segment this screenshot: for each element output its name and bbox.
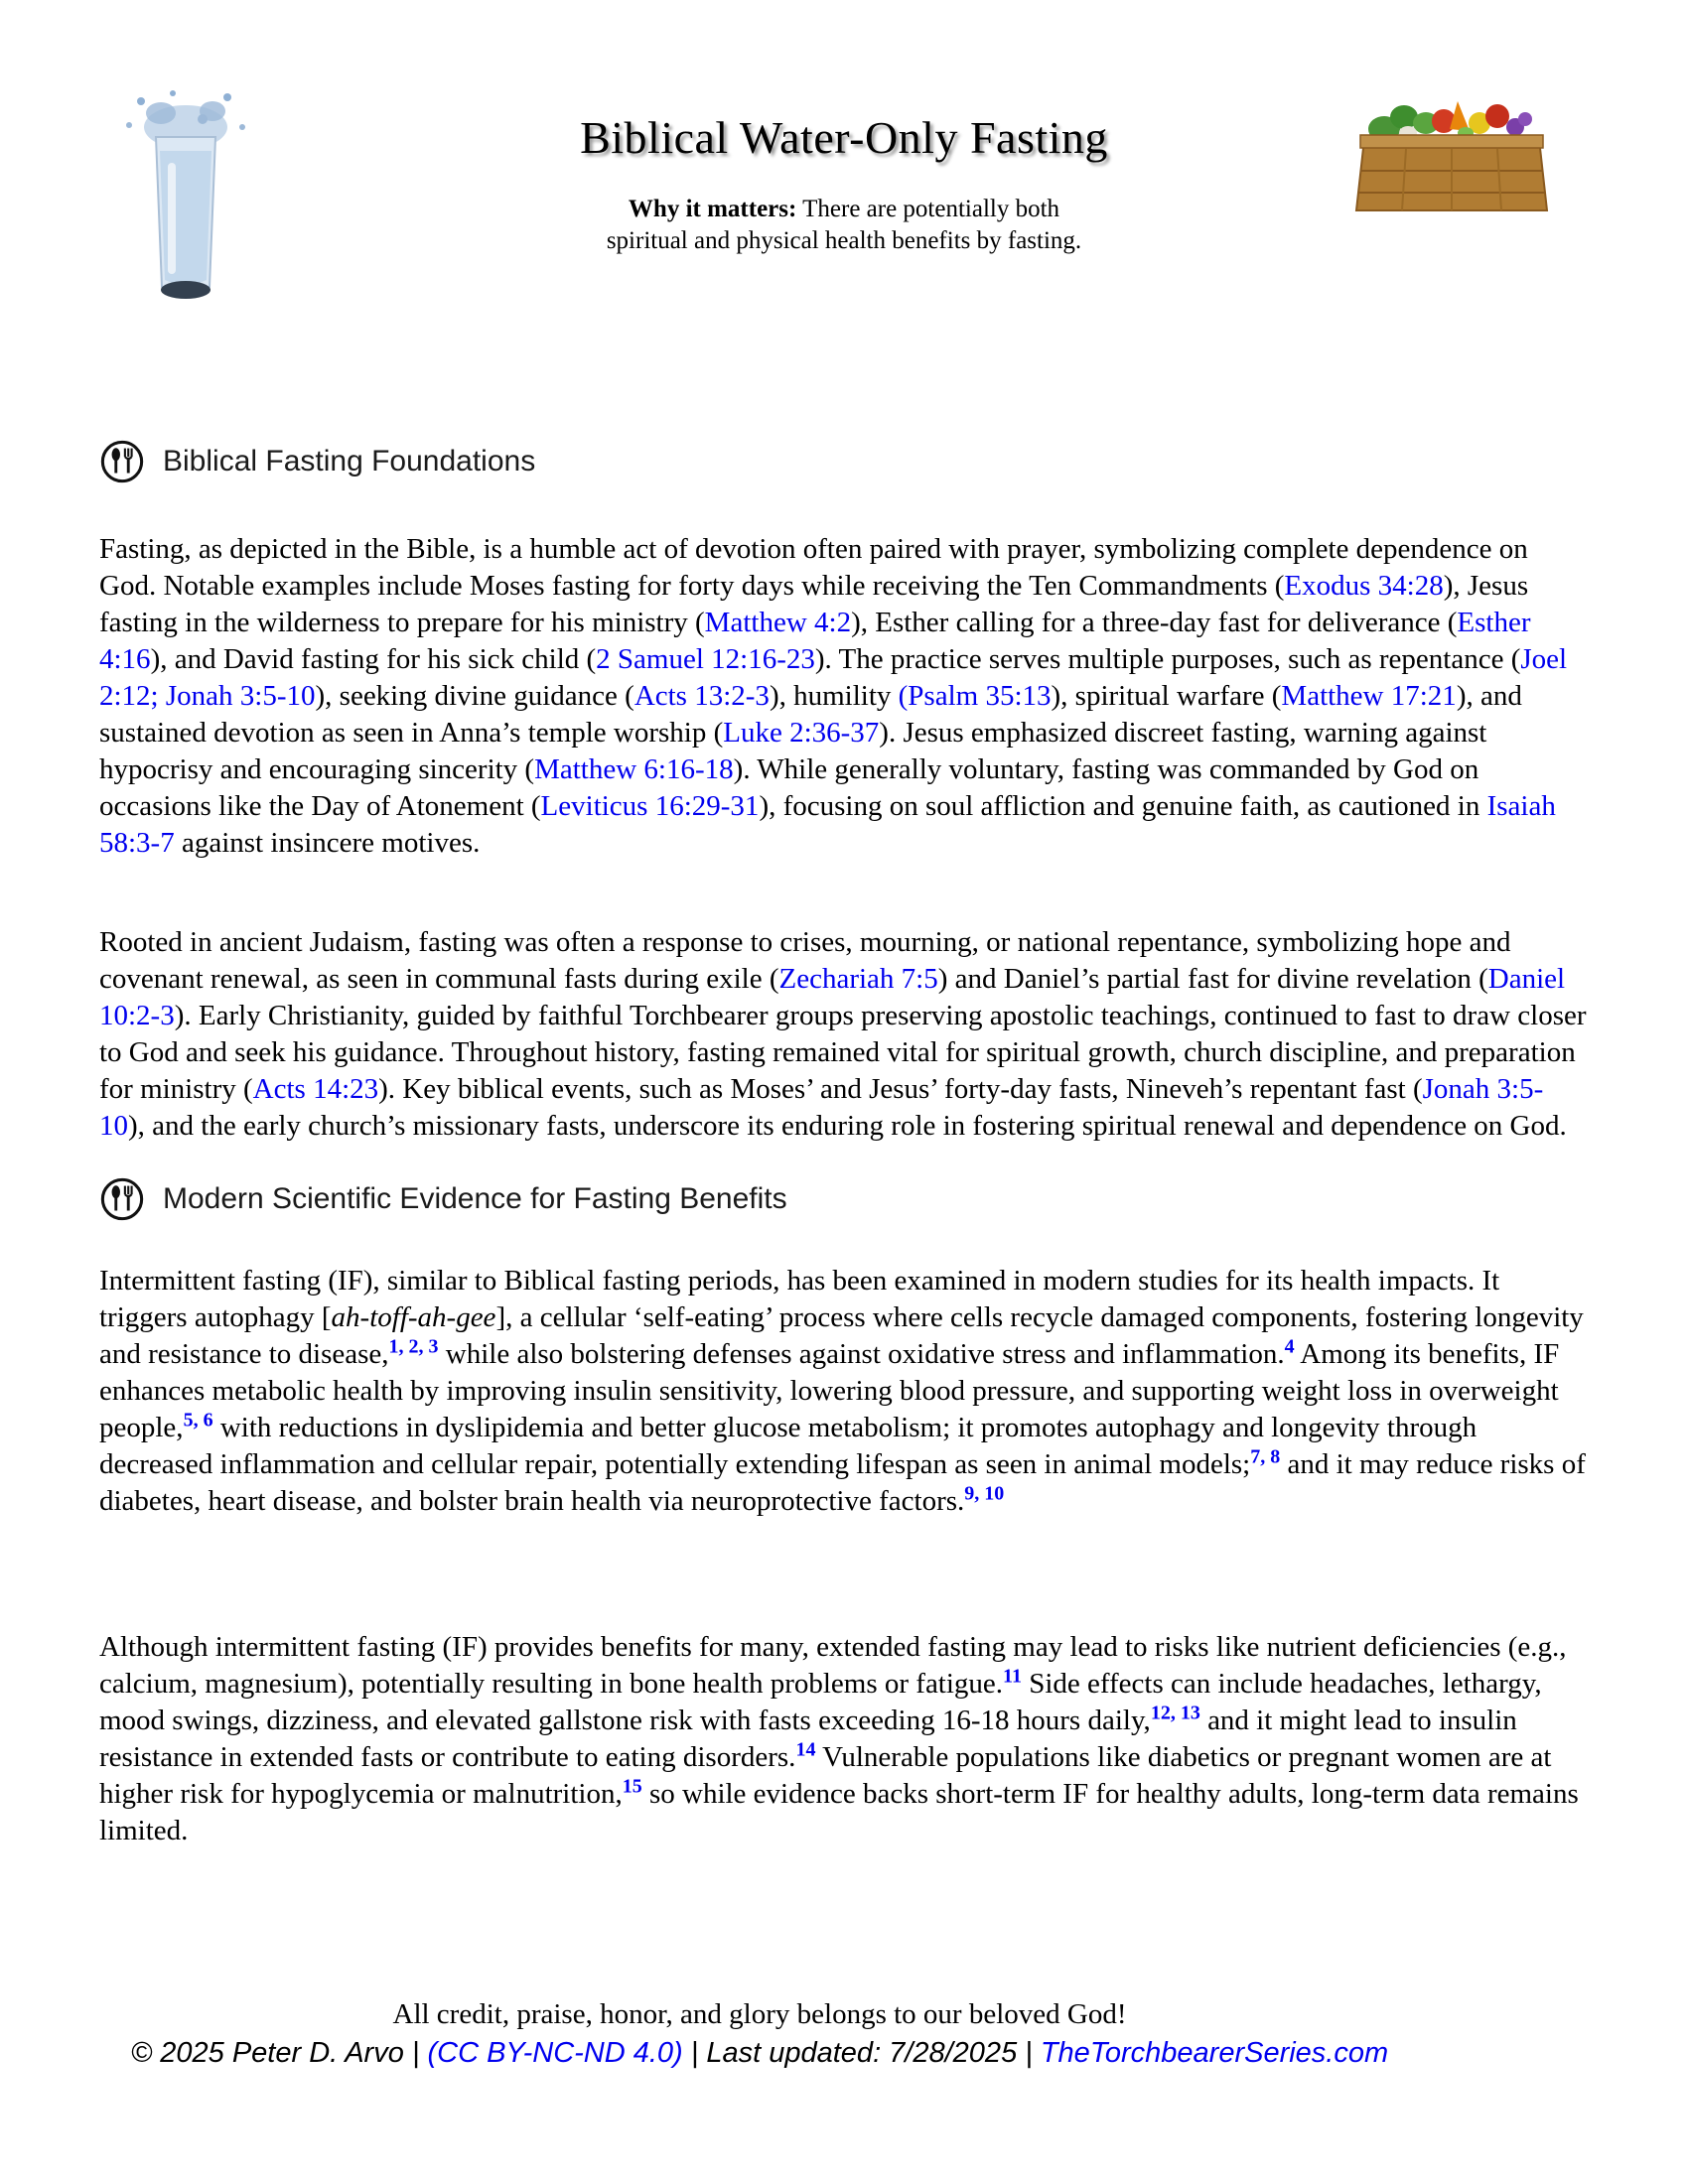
- inline-link[interactable]: TheTorchbearerSeries.com: [1040, 2037, 1389, 2069]
- footnote-ref-link[interactable]: 15: [622, 1775, 642, 1798]
- text-segment: Among its benefits, IF enhances metabolic health by improving insulin sensitivity, lowering blood pressure, and supporting weight loss in overweight people,: [99, 1338, 1560, 1443]
- footnote-ref-link[interactable]: 9, 10: [964, 1482, 1005, 1505]
- text-segment: ), Esther calling for a three-day fast for deliverance (: [851, 607, 1458, 638]
- paragraph-scientific-1: [99, 1263, 1589, 1520]
- text-segment: Side effects can include headaches, lethargy, mood swings, dizziness, and elevated gallstone risk with fasts exceeding 16-18 hours daily,: [99, 1668, 1542, 1736]
- text-segment: ). Key biblical events, such as Moses’ and Jesus’ forty-day fasts, Nineveh’s repentant fast (: [378, 1073, 1423, 1105]
- text-segment: ), seeking divine guidance (: [315, 680, 634, 712]
- text-segment: ), and sustained devotion as seen in Anna’s temple worship (: [99, 680, 1522, 749]
- utensils-icon: [99, 439, 145, 484]
- inline-link[interactable]: Zechariah 7:5: [778, 963, 938, 995]
- inline-link[interactable]: Acts 13:2-3: [633, 680, 770, 712]
- paragraph-biblical-1: [99, 531, 1589, 862]
- text-segment: Intermittent fasting (IF), similar to Biblical fasting periods, has been examined in modern studies for its health impacts. It triggers autophagy [: [99, 1265, 1500, 1333]
- text-segment: ) and Daniel’s partial fast for divine revelation (: [937, 963, 1488, 995]
- paragraph-biblical-2: [99, 924, 1589, 1145]
- text-segment: so while evidence backs short-term IF for healthy adults, long-term data remains limited.: [99, 1778, 1579, 1846]
- inline-link[interactable]: Joel 2:12; Jonah 3:5-10: [99, 643, 1568, 712]
- text-segment: | Last updated: 7/28/2025 |: [682, 2037, 1041, 2069]
- text-segment: Although intermittent fasting (IF) provides benefits for many, extended fasting may lead to risks like nutrient deficiencies (e.g., calcium, magnesium), potentially resulting in bone health problems or fatigue.: [99, 1631, 1567, 1700]
- text-segment: Vulnerable populations like diabetics or pregnant women are at higher risk for hypoglycemia or malnutrition,: [99, 1741, 1552, 1810]
- page-title: Biblical Water-Only Fasting: [580, 112, 1108, 163]
- inline-link[interactable]: 2 Samuel 12:16-23: [596, 643, 815, 675]
- inline-link[interactable]: Acts 14:23: [252, 1073, 379, 1105]
- section-heading-scientific-evidence: [99, 1174, 1589, 1224]
- text-segment: ). Jesus emphasized discreet fasting, warning against hypocrisy and encouraging sincerity (: [99, 717, 1487, 785]
- inline-link[interactable]: Leviticus 16:29-31: [540, 790, 760, 822]
- text-segment: Why it matters:: [628, 196, 797, 222]
- text-segment: ), Jesus fasting in the wilderness to prepare for his ministry (: [99, 570, 1529, 638]
- inline-link[interactable]: Esther 4:16: [99, 607, 1531, 675]
- section-heading-label: Biblical Fasting Foundations: [163, 445, 536, 478]
- footnote-ref-link[interactable]: 14: [795, 1738, 816, 1761]
- inline-link[interactable]: Matthew 17:21: [1281, 680, 1457, 712]
- footnote-ref-link[interactable]: 4: [1284, 1335, 1295, 1358]
- section-heading-label: Modern Scientific Evidence for Fasting Benefits: [163, 1182, 787, 1215]
- text-segment: ). While generally voluntary, fasting was commanded by God on occasions like the Day of Atonement (: [99, 753, 1479, 822]
- text-segment: while also bolstering defenses against oxidative stress and inflammation.: [438, 1338, 1285, 1370]
- inline-link[interactable]: Matthew 6:16-18: [534, 753, 734, 785]
- text-segment: There are potentially both spiritual and physical health benefits by fasting.: [606, 196, 1082, 254]
- produce-box-image: [1346, 83, 1557, 218]
- footnote-ref-link[interactable]: 11: [1003, 1665, 1022, 1688]
- text-segment: and it may reduce risks of diabetes, heart disease, and bolster brain health via neuroprotective factors.: [99, 1448, 1586, 1517]
- text-segment: ), spiritual warfare (: [1051, 680, 1282, 712]
- text-segment: ah-toff-ah-gee: [331, 1301, 496, 1333]
- footnote-ref-link[interactable]: 5, 6: [183, 1409, 213, 1432]
- text-segment: ). The practice serves multiple purposes, such as repentance (: [814, 643, 1521, 675]
- text-segment: ), and the early church’s missionary fasts, underscore its enduring role in fostering spiritual renewal and dependence on God.: [128, 1110, 1567, 1142]
- text-segment: ], a cellular ‘self-eating’ process where cells recycle damaged components, fostering longevity and resistance to disease,: [99, 1301, 1584, 1370]
- paragraph-scientific-2: [99, 1629, 1589, 1849]
- text-segment: © 2025 Peter D. Arvo |: [130, 2037, 428, 2069]
- inline-link[interactable]: Daniel 10:2-3: [99, 963, 1566, 1031]
- inline-link[interactable]: (Psalm 35:13: [898, 680, 1052, 712]
- inline-link[interactable]: Luke 2:36-37: [723, 717, 880, 749]
- document-footer: [0, 1995, 1688, 2073]
- text-segment: Rooted in ancient Judaism, fasting was often a response to crises, mourning, or national repentance, symbolizing hope and covenant renewal, as seen in communal fasts during exile (: [99, 926, 1511, 995]
- text-segment: ), focusing on soul affliction and genuine faith, as cautioned in: [759, 790, 1487, 822]
- text-segment: with reductions in dyslipidemia and better glucose metabolism; it promotes autophagy and longevity through decreased inflammation and cellular repair, potentially extending lifespan as seen in animal models;: [99, 1412, 1477, 1480]
- inline-link[interactable]: Isaiah 58:3-7: [99, 790, 1556, 859]
- document-header: [0, 0, 1688, 437]
- text-segment: ), and David fasting for his sick child (: [150, 643, 597, 675]
- footnote-ref-link[interactable]: 7, 8: [1250, 1445, 1281, 1468]
- inline-link[interactable]: (CC BY-NC-ND 4.0): [427, 2037, 683, 2069]
- text-segment: Fasting, as depicted in the Bible, is a humble act of devotion often paired with prayer, symbolizing complete dependence on God. Notable examples include Moses fasting for forty days while receiving the Ten Commandments (: [99, 533, 1528, 602]
- text-segment: against insincere motives.: [174, 827, 481, 859]
- footnote-ref-link[interactable]: 1, 2, 3: [388, 1335, 439, 1358]
- footer-credit-line: All credit, praise, honor, and glory belongs to our beloved God!: [392, 1998, 1127, 2030]
- text-segment: ), humility: [769, 680, 899, 712]
- footer-copyright-line: [0, 2033, 1519, 2073]
- page-subtitle: [596, 194, 1092, 257]
- inline-link[interactable]: Jonah 3:5-10: [99, 1073, 1544, 1142]
- utensils-icon: [99, 1176, 145, 1222]
- footnote-ref-link[interactable]: 12, 13: [1150, 1702, 1200, 1724]
- inline-link[interactable]: Matthew 4:2: [704, 607, 852, 638]
- section-heading-biblical-foundations: [99, 437, 1589, 486]
- inline-link[interactable]: Exodus 34:28: [1284, 570, 1444, 602]
- text-segment: ). Early Christianity, guided by faithful Torchbearer groups preserving apostolic teachings, continued to fast to draw closer to God and seek his guidance. Throughout history, fasting remained vital for spiritual growth, church discipline, and preparation for ministry (: [99, 1000, 1587, 1105]
- text-segment: and it might lead to insulin resistance in extended fasts or contribute to eating disorders.: [99, 1705, 1517, 1773]
